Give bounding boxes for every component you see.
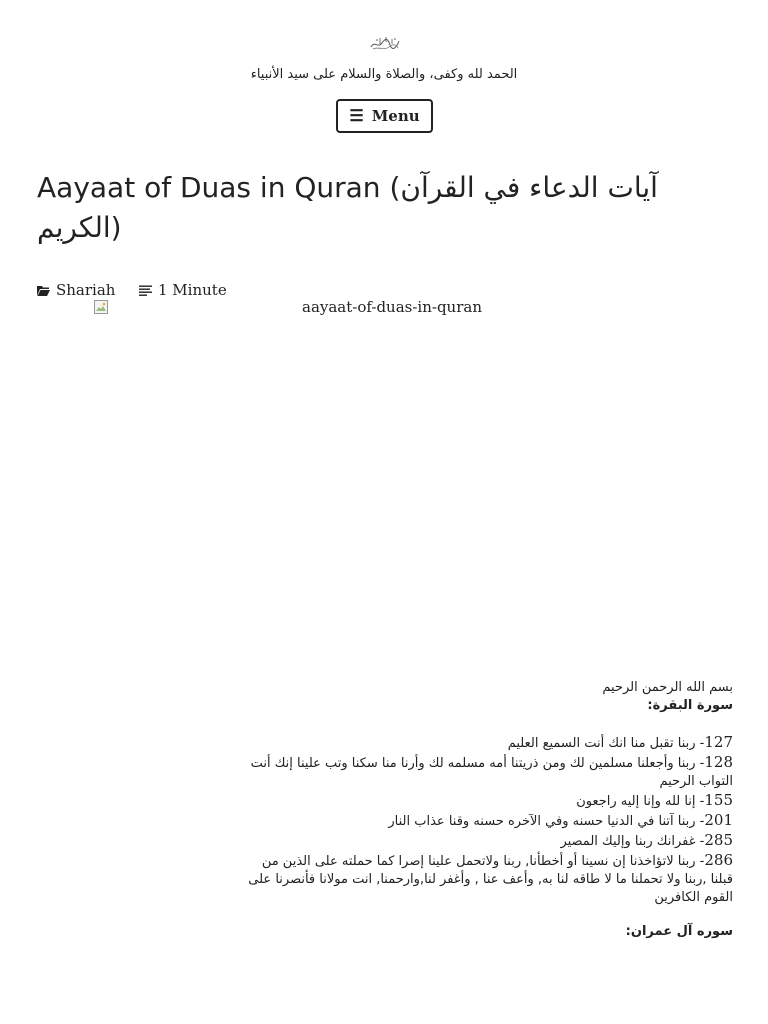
verse: 155- إنا لله وإنا إليه راجعون — [576, 791, 733, 809]
post-category — [37, 280, 115, 300]
folder-icon — [37, 285, 50, 296]
verse: 286- ربنا لاتؤاخذنا إن نسينا أو أخطأنا, ربنا ولاتحمل علينا إصرا كما حملته على الذين من قبلنا ,ربنا ولا تحملنا ما لا طاقه لنا به, وأعف عنا , وأغفر لنا,وارحمنا, انت مولانا فأنصرنا على القوم الكافرين — [248, 851, 733, 905]
calligraphy-logo-icon — [369, 36, 401, 52]
site-logo[interactable] — [369, 36, 401, 52]
reading-time-label: 1 Minute — [158, 281, 227, 299]
verse: 285- غفرانك ربنا وإليك المصير — [560, 831, 733, 849]
surah-heading-al-imran: سوره آل عمران: — [625, 924, 733, 939]
category-link[interactable]: Shariah — [56, 281, 116, 299]
hamburger-icon: ☰ — [349, 106, 364, 125]
post-title: Aayaat of Duas in Quran (آيات الدعاء في القرآن الكريم) — [37, 171, 658, 244]
verse: 128- ربنا وأجعلنا مسلمين لك ومن ذريتنا أمه مسلمه لك وأرنا منا سكنا وتب علينا إنك أنت التواب الرحيم — [250, 753, 733, 789]
menu-label: Menu — [371, 107, 420, 125]
verse: 127- ربنا تقبل منا انك أنت السميع العليم — [507, 733, 733, 751]
menu-button[interactable] — [336, 99, 433, 133]
surah-heading-baqarah: سورة البقرة: — [647, 698, 733, 713]
verse: 201- ربنا آتنا في الدنيا حسنه وفي الآخره حسنه وقنا عذاب النار — [388, 811, 733, 829]
image-alt-text: aayaat-of-duas-in-quran — [302, 298, 482, 316]
post-content — [240, 679, 733, 941]
featured-image — [94, 298, 674, 658]
site-tagline: الحمد لله وكفى، والصلاة والسلام على سيد الأنبياء — [250, 67, 518, 82]
text-lines-icon — [139, 285, 152, 296]
reading-time — [139, 280, 227, 300]
basmala: بسم الله الرحمن الرحيم — [602, 680, 733, 695]
